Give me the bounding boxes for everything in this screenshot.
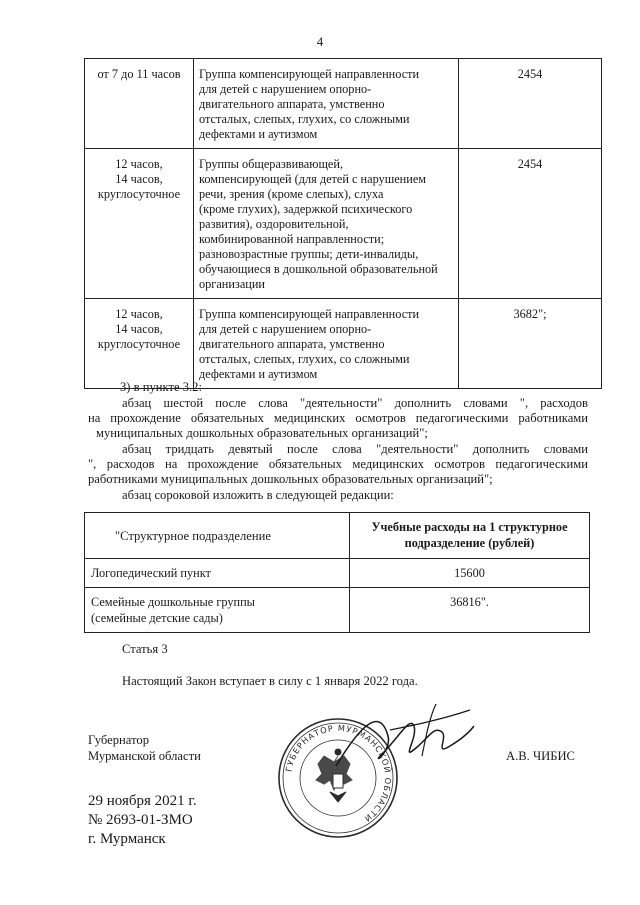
paragraph-line: муниципальных дошкольных образовательных организаций";	[96, 426, 428, 440]
paragraph-line: абзац шестой после слова "деятельности" дополнить словами ", расходов	[122, 396, 588, 410]
header-line: Учебные расходы на 1 структурное	[371, 520, 568, 534]
paragraph-line: работниками муниципальных дошкольных образовательных организаций";	[88, 472, 493, 486]
item-3-heading: 3) в пункте 3.2:	[120, 380, 202, 394]
structural-units-table	[84, 512, 590, 633]
position-line: Мурманской области	[88, 749, 201, 763]
stay-mode-line: от 7 до 11 часов	[97, 67, 181, 81]
description-line: компенсирующей (для детей с нарушением	[199, 172, 427, 186]
table-row	[85, 149, 602, 299]
unit-name-line: Логопедический пункт	[91, 566, 211, 580]
law-registration-block	[88, 792, 197, 849]
column-header-expenses	[350, 513, 590, 559]
unit-name-cell	[85, 559, 350, 588]
stay-mode-line: круглосуточное	[97, 337, 181, 351]
handwritten-signature	[330, 696, 480, 782]
table-row	[85, 59, 602, 149]
groups-cost-table	[84, 58, 602, 389]
amount-cell: 2454	[459, 149, 602, 299]
position-line: Губернатор	[88, 733, 149, 747]
description-line: организации	[199, 277, 266, 291]
svg-text:ГУБЕРНАТОР МУРМАНСКОЙ ОБЛАСТИ: ГУБЕРНАТОР МУРМАНСКОЙ ОБЛАСТИ	[283, 722, 394, 825]
group-description-cell	[194, 299, 459, 389]
law-effective-text: Настоящий Закон вступает в силу с 1 января 2022 года.	[122, 674, 418, 688]
paragraph-line: ", расходов на прохождение обязательных медицинских осмотров педагогическими	[88, 457, 588, 471]
article-heading: Статья 3	[122, 642, 168, 656]
table-row	[85, 559, 590, 588]
description-line: Группа компенсирующей направленности	[199, 67, 420, 81]
description-line: для детей с нарушением опорно-	[199, 322, 372, 336]
stay-mode-cell	[85, 299, 194, 389]
page-number: 4	[316, 34, 324, 49]
table-header-row	[85, 513, 590, 559]
group-description-cell	[194, 59, 459, 149]
paragraph-line: на прохождение обязательных медицинских осмотров педагогическими работниками	[88, 411, 588, 425]
description-line: отсталых, слепых, глухих, со сложными	[199, 352, 410, 366]
description-line: развития), оздоровительной,	[199, 217, 349, 231]
stay-mode-cell	[85, 59, 194, 149]
law-date: 29 ноября 2021 г.	[88, 793, 197, 809]
table-row	[85, 588, 590, 633]
description-line: Группа компенсирующей направленности	[199, 307, 420, 321]
stay-mode-line: 12 часов,	[115, 307, 163, 321]
stay-mode-line: круглосуточное	[97, 187, 181, 201]
description-line: отсталых, слепых, глухих, со сложными	[199, 112, 410, 126]
table-row	[85, 299, 602, 389]
stay-mode-line: 14 часов,	[115, 172, 163, 186]
description-line: разновозрастные группы; дети-инвалиды,	[199, 247, 419, 261]
unit-expense-cell: 15600	[350, 559, 590, 588]
paragraph-fortieth-intro: абзац сороковой изложить в следующей редакции:	[122, 488, 394, 502]
description-line: двигательного аппарата, умственно	[199, 337, 385, 351]
law-city: г. Мурманск	[88, 831, 166, 847]
unit-name-line: Семейные дошкольные группы	[91, 595, 255, 609]
description-line: для детей с нарушением опорно-	[199, 82, 372, 96]
law-number: № 2693-01-ЗМО	[88, 812, 193, 828]
paragraph-line: абзац тридцать девятый после слова "деятельности" дополнить словами	[122, 442, 588, 456]
description-line: дефектами и аутизмом	[199, 367, 318, 381]
signatory-name: А.В. ЧИБИС	[506, 749, 575, 763]
stay-mode-cell	[85, 149, 194, 299]
unit-name-cell	[85, 588, 350, 633]
description-line: речи, зрения (кроме слепых), слуха	[199, 187, 384, 201]
group-description-cell	[194, 149, 459, 299]
amount-cell: 2454	[459, 59, 602, 149]
description-line: дефектами и аутизмом	[199, 127, 318, 141]
paragraph-thirty-ninth-amendment	[88, 442, 588, 487]
description-line: комбинированной направленности;	[199, 232, 385, 246]
amount-cell: 3682";	[459, 299, 602, 389]
signatory-position	[88, 732, 201, 764]
description-line: обучающиеся в дошкольной образовательной	[199, 262, 438, 276]
header-line: подразделение (рублей)	[404, 536, 535, 550]
unit-name-line: (семейные детские сады)	[91, 611, 223, 625]
stay-mode-line: 14 часов,	[115, 322, 163, 336]
paragraph-sixth-amendment	[88, 396, 588, 441]
description-line: Группы общеразвивающей,	[199, 157, 344, 171]
unit-expense-cell: 36816".	[350, 588, 590, 633]
description-line: двигательного аппарата, умственно	[199, 97, 385, 111]
column-header-unit: "Структурное подразделение	[85, 513, 350, 559]
description-line: (кроме глухих), задержкой психического	[199, 202, 413, 216]
stay-mode-line: 12 часов,	[115, 157, 163, 171]
